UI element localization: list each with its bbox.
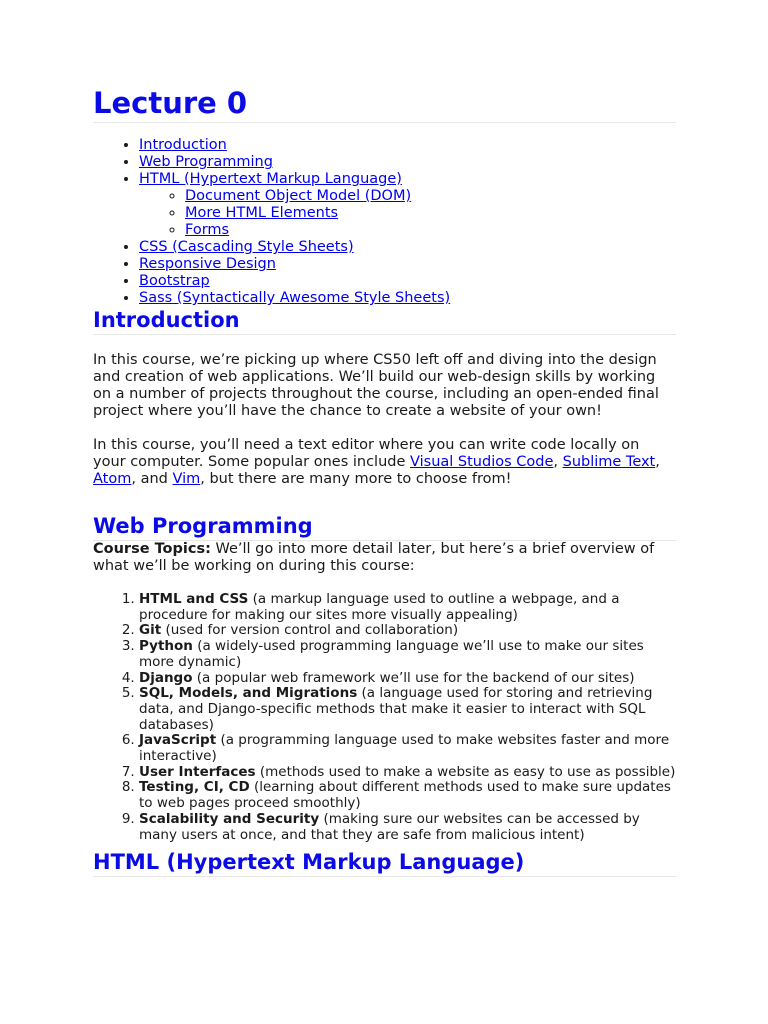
course-topic-item [139, 780, 676, 811]
toc-subitem [185, 188, 676, 205]
course-topics-text: We’ll go into more detail later, but here’s a brief overview of what we’ll be working on during this course: [93, 541, 655, 574]
toc-item [139, 137, 676, 154]
course-topic-name: Django [139, 669, 193, 686]
course-topic-item [139, 623, 676, 639]
course-topic-item [139, 592, 676, 623]
toc-item [139, 171, 676, 239]
toc-link-html[interactable]: HTML (Hypertext Markup Language) [139, 171, 402, 187]
section-heading-web-programming: Web Programming [93, 513, 676, 541]
text-editor-paragraph [93, 437, 676, 488]
toc-item [139, 290, 676, 307]
toc-item [139, 154, 676, 171]
course-topic-item [139, 639, 676, 670]
toc-item [139, 239, 676, 256]
lecture-content [93, 86, 676, 877]
toc-sublist [139, 188, 676, 239]
course-topic-name: User Interfaces [139, 763, 256, 780]
course-topic-item [139, 812, 676, 843]
course-topic-name: Testing, CI, CD [139, 779, 250, 796]
intro-paragraph: In this course, we’re picking up where CS50 left off and diving into the design and creation of web applications. We’ll build our web-design skills by working on a number of projects throughout the course, including an open-ended final project where you’ll have the chance to create a website of your own! [93, 352, 659, 419]
toc-link-introduction[interactable]: Introduction [139, 137, 227, 153]
text-editor-text-end: , but there are many more to choose from! [200, 471, 512, 487]
course-topic-item [139, 671, 676, 687]
section-heading-html: HTML (Hypertext Markup Language) [93, 849, 676, 877]
course-topic-description: (learning about different methods used to make sure updates to web pages proceed smoothly) [139, 779, 671, 812]
course-topics-intro [93, 541, 676, 575]
toc-link-css[interactable]: CSS (Cascading Style Sheets) [139, 239, 354, 255]
separator: , [655, 454, 660, 470]
course-topic-description: (used for version control and collaboration) [161, 622, 459, 639]
toc-link-sass[interactable]: Sass (Syntactically Awesome Style Sheets) [139, 290, 451, 306]
course-topic-description: (a popular web framework we’ll use for the backend of our sites) [192, 669, 635, 686]
course-topic-name: Python [139, 638, 193, 655]
toc-link-bootstrap[interactable]: Bootstrap [139, 273, 210, 289]
toc-item [139, 256, 676, 273]
toc-subitem [185, 205, 676, 222]
toc-link-more-html[interactable]: More HTML Elements [185, 205, 339, 221]
course-topic-name: JavaScript [139, 732, 217, 749]
course-topic-description: (a language used for storing and retrieving data, and Django-specific methods that make it easier to interact with SQL databases) [139, 685, 653, 733]
toc-link-web-programming[interactable]: Web Programming [139, 154, 273, 170]
course-topic-item [139, 733, 676, 764]
page-title: Lecture 0 [93, 86, 676, 123]
course-topic-name: HTML and CSS [139, 591, 249, 607]
course-topics-list [93, 592, 676, 843]
course-topic-description: (a widely-used programming language we’ll use to make our sites more dynamic) [139, 638, 644, 670]
toc-subitem [185, 222, 676, 239]
section-heading-introduction: Introduction [93, 307, 676, 335]
table-of-contents [93, 137, 676, 307]
toc-link-forms[interactable]: Forms [185, 222, 230, 238]
separator: , [553, 454, 563, 470]
course-topic-name: SQL, Models, and Migrations [139, 685, 358, 702]
toc-item [139, 273, 676, 290]
course-topic-description: (a markup language used to outline a webpage, and a procedure for making our sites more visually appealing) [139, 591, 620, 623]
course-topic-name: Git [139, 622, 162, 639]
course-topic-item [139, 686, 676, 733]
link-sublime-text[interactable]: Sublime Text [562, 454, 656, 470]
link-visual-studio-code[interactable]: Visual Studios Code [410, 454, 554, 470]
course-topic-description: (methods used to make a website as easy to use as possible) [255, 763, 676, 780]
course-topic-description: (making sure our websites can be accessed by many users at once, and that they are safe from malicious intent) [139, 810, 640, 843]
toc-link-responsive[interactable]: Responsive Design [139, 256, 276, 272]
separator: , and [131, 471, 173, 487]
course-topic-item [139, 765, 676, 781]
course-topic-name: Scalability and Security [139, 810, 320, 827]
toc-link-dom[interactable]: Document Object Model (DOM) [185, 188, 412, 204]
link-vim[interactable]: Vim [172, 471, 201, 487]
course-topic-description: (a programming language used to make websites faster and more interactive) [139, 732, 670, 765]
course-topics-label: Course Topics: [93, 541, 211, 557]
link-atom[interactable]: Atom [93, 471, 132, 487]
text-editor-text: In this course, you’ll need a text editor where you can write code locally on your computer. Some popular ones include [93, 437, 640, 470]
